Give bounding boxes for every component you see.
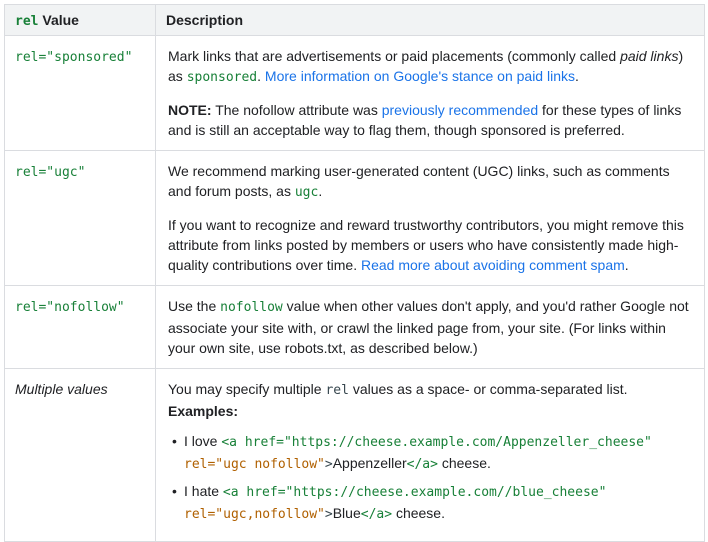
text-span: I love (184, 433, 222, 449)
ugc-inline-code: ugc (294, 185, 319, 200)
examples-label: Examples: (168, 403, 239, 419)
text-span: for these types of links and is still an acceptable way to flag them, though sponsored is preferred. (168, 102, 682, 138)
list-item (184, 431, 692, 475)
text-span: Mark links that are advertisements or paid placements (commonly called (168, 48, 621, 64)
ugc-description (168, 161, 692, 203)
table-row-ugc (5, 151, 705, 286)
rel-sponsored-code: rel="sponsored" (15, 50, 133, 65)
paid-links-stance-link[interactable]: More information on Google's stance on paid links (264, 68, 575, 84)
table-row-sponsored (5, 36, 705, 151)
text-span: . (257, 68, 265, 84)
text-span: value when other values don't apply, and you'd rather Google not associate your site with, or crawl the linked page from, your site. (For links within your own site, use robots.txt, as described below.) (168, 298, 689, 356)
text-span: . (624, 257, 629, 273)
multiple-description (168, 379, 692, 401)
examples-list (168, 431, 692, 525)
example2-link-text: Blue (332, 505, 361, 521)
text-span: If you want to recognize and reward trustworthy contributors, you might remove this attribute from links posted by members or users who have consistently made high-quality contributions over time. (168, 217, 684, 273)
cell-rel-nofollow (5, 286, 156, 369)
example2-tag-open: <a href="https://cheese.example.com//blue_cheese" (222, 485, 607, 500)
sponsored-description (168, 46, 692, 88)
multiple-values-label: Multiple values (15, 381, 108, 397)
example2-tag-close: </a> (360, 507, 393, 522)
example1-rel-attr: rel="ugc nofollow" (184, 457, 325, 472)
nofollow-description (168, 296, 692, 358)
header-value-text: Value (38, 11, 79, 28)
text-span: cheese. (437, 455, 491, 471)
text-span: The nofollow attribute was (211, 102, 382, 118)
sponsored-note (168, 100, 692, 140)
table-row-multiple (5, 369, 705, 542)
text-span: I hate (184, 483, 223, 499)
text-span: Use the (168, 298, 221, 314)
note-label: NOTE: (168, 102, 212, 118)
cell-desc-nofollow (156, 286, 705, 369)
rel-values-table (4, 4, 705, 542)
nofollow-inline-code: nofollow (220, 300, 283, 315)
rel-ugc-code: rel="ugc" (15, 165, 86, 180)
example1-gt: > (324, 457, 333, 472)
cell-rel-multiple (5, 369, 156, 542)
rel-nofollow-code: rel="nofollow" (15, 300, 125, 315)
comment-spam-link[interactable]: Read more about avoiding comment spam (360, 257, 625, 273)
example2-gt: > (324, 507, 333, 522)
previously-recommended-link[interactable]: previously recommended (381, 102, 539, 118)
cell-rel-sponsored (5, 36, 156, 151)
header-description: Description (156, 5, 705, 36)
text-span: cheese. (392, 505, 445, 521)
header-rel-code: rel (15, 13, 39, 29)
ugc-contributors-note (168, 215, 692, 275)
paid-links-emphasis: paid links (620, 48, 679, 64)
text-span: . (318, 183, 323, 199)
cell-desc-multiple (156, 369, 705, 542)
cell-rel-ugc (5, 151, 156, 286)
list-item (184, 481, 692, 525)
text-span: We recommend marking user-generated content (UGC) links, such as comments and forum posts, as (168, 163, 670, 199)
example1-link-text: Appenzeller (332, 455, 407, 471)
table-row-nofollow (5, 286, 705, 369)
example1-tag-open: <a href="https://cheese.example.com/Appenzeller_cheese" (221, 435, 652, 450)
header-rel-value (5, 5, 156, 36)
text-span: . (575, 68, 579, 84)
table-header-row (5, 5, 705, 36)
sponsored-inline-code: sponsored (186, 70, 258, 85)
cell-desc-sponsored (156, 36, 705, 151)
rel-inline-code: rel (325, 383, 349, 398)
cell-desc-ugc (156, 151, 705, 286)
text-span: You may specify multiple (168, 381, 326, 397)
example2-rel-attr: rel="ugc,nofollow" (184, 507, 325, 522)
text-span: ) as (168, 48, 684, 84)
example1-tag-close: </a> (406, 457, 438, 472)
text-span: values as a space- or comma-separated list. (348, 381, 628, 397)
